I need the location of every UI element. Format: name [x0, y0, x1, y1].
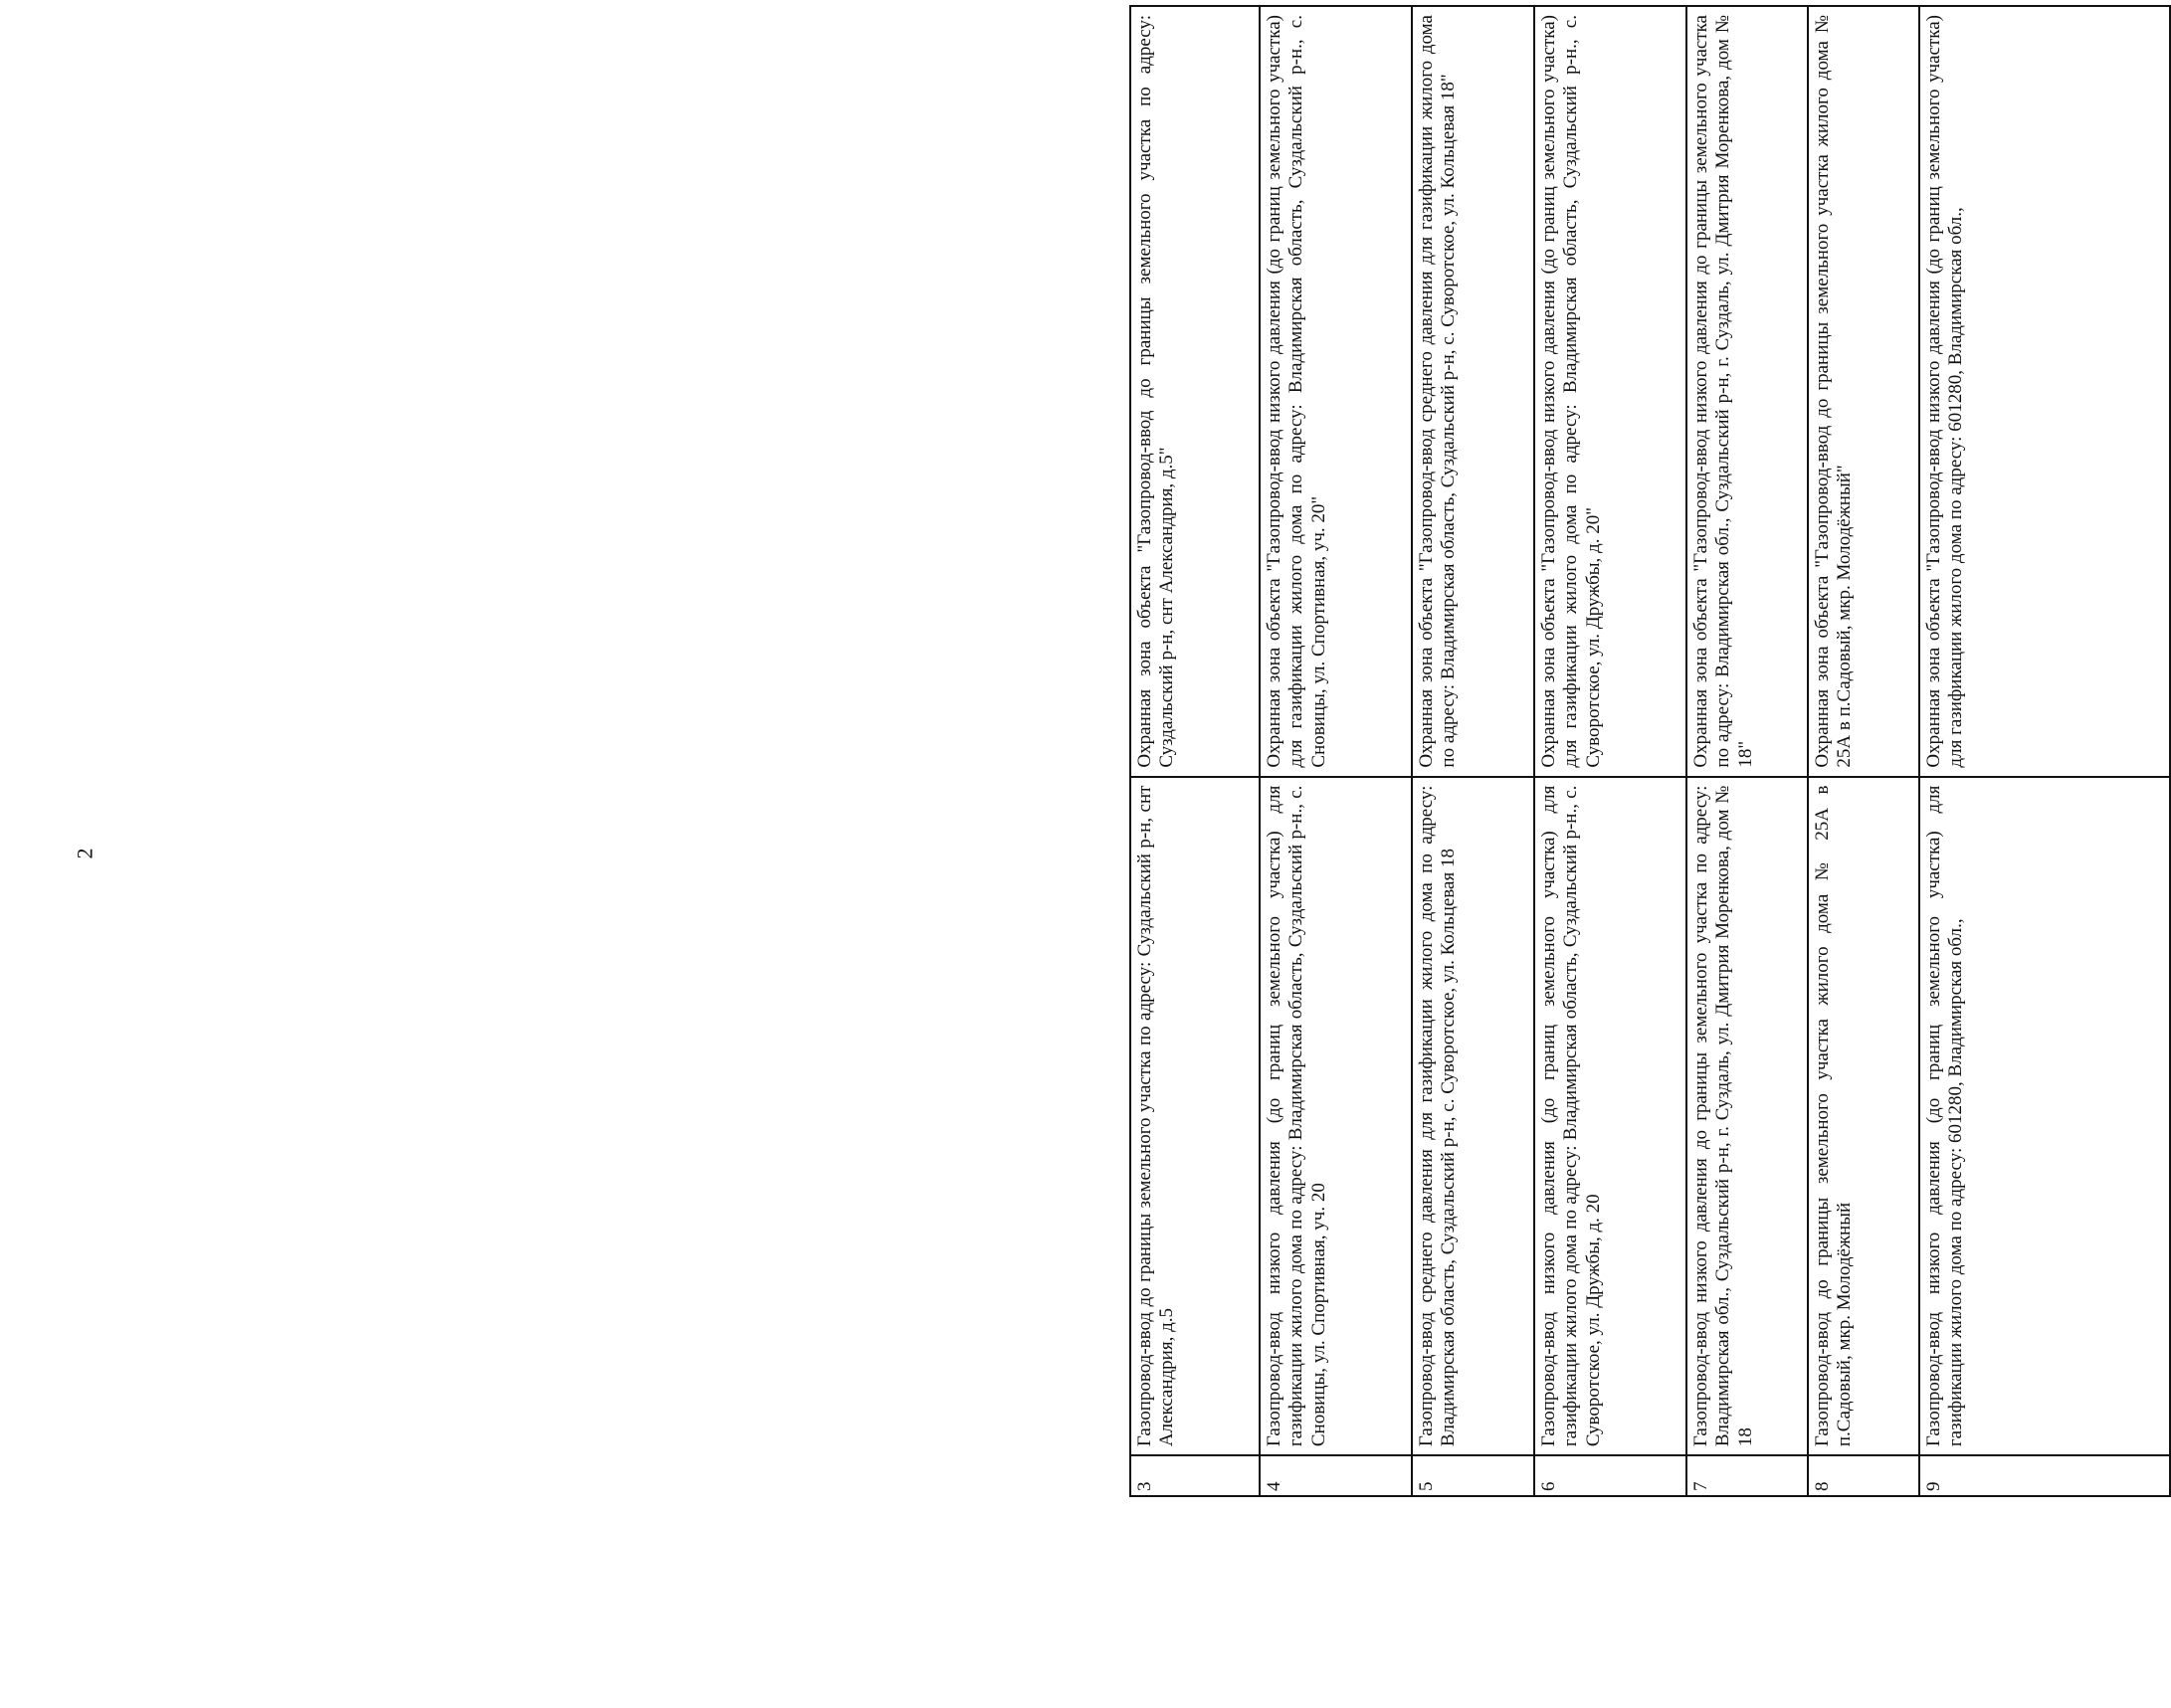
- row-number: 8: [1808, 1455, 1919, 1496]
- gas-pipeline-cell: Газопровод-ввод низкого давления (до границ земельного участка) для газификации жилого дома по адресу: Владимирская область, Суздальский р-н., с. Сновицы, ул. Спортивная, уч. 20: [1260, 777, 1412, 1456]
- gas-pipeline-cell: Газопровод-ввод низкого давления (до границ земельного участка) для газификации жилого дома по адресу: Владимирская область, Суздальский р-н., с. Суворотское, ул. Дружбы, д. 20: [1534, 777, 1686, 1456]
- row-number: 4: [1260, 1455, 1412, 1496]
- protection-zone-cell: Охранная зона объекта "Газопровод-ввод низкого давления (до границ земельного участка) для газификации жилого дома по адресу: Владимирская область, Суздальский р-н., с. Сновицы, ул. Спортивная, уч. 20": [1260, 6, 1412, 777]
- table-row: [1412, 6, 1534, 1496]
- rotated-table-wrapper: [1129, 5, 2169, 1497]
- protection-zone-cell: Охранная зона объекта "Газопровод-ввод среднего давления для газификации жилого дома по адресу: Владимирская область, Суздальский р-н, с. Суворотское, ул. Кольцевая 18": [1412, 6, 1534, 777]
- row-number: 9: [1919, 1455, 2170, 1496]
- row-number: 6: [1534, 1455, 1686, 1496]
- gas-pipeline-cell: Газопровод-ввод до границы земельного участка жилого дома № 25А в п.Садовый, мкр. Молодёжный: [1808, 777, 1919, 1456]
- row-number: 7: [1686, 1455, 1808, 1496]
- protection-zone-cell: Охранная зона объекта "Газопровод-ввод низкого давления (до границ земельного участка) для газификации жилого дома по адресу: 601280, Владимирская обл.,: [1919, 6, 2170, 777]
- table-row: [1686, 6, 1808, 1496]
- gas-pipeline-cell: Газопровод-ввод низкого давления (до границ земельного участка) для газификации жилого дома по адресу: 601280, Владимирская обл.,: [1919, 777, 2170, 1456]
- protection-zone-cell: Охранная зона объекта "Газопровод-ввод до границы земельного участка жилого дома № 25А в п.Садовый, мкр. Молодёжный": [1808, 6, 1919, 777]
- gas-pipeline-table: [1129, 5, 2171, 1497]
- table-row: [1130, 6, 1260, 1496]
- gas-pipeline-cell: Газопровод-ввод до границы земельного участка по адресу: Суздальский р-н, снт Александрия, д.5: [1130, 777, 1260, 1456]
- protection-zone-cell: Охранная зона объекта "Газопровод-ввод до границы земельного участка по адресу: Суздальский р-н, снт Александрия, д.5": [1130, 6, 1260, 777]
- page-number: 2: [72, 848, 98, 859]
- table-row: [1260, 6, 1412, 1496]
- gas-pipeline-cell: Газопровод-ввод низкого давления до границы земельного участка по адресу: Владимирская обл., Суздальский р-н, г. Суздаль, ул. Дмитрия Моренкова, дом № 18: [1686, 777, 1808, 1456]
- table-row: [1808, 6, 1919, 1496]
- gas-pipeline-cell: Газопровод-ввод среднего давления для газификации жилого дома по адресу: Владимирская область, Суздальский р-н, с. Суворотское, ул. Кольцевая 18: [1412, 777, 1534, 1456]
- row-number: 3: [1130, 1455, 1260, 1496]
- protection-zone-cell: Охранная зона объекта "Газопровод-ввод низкого давления до границы земельного участка по адресу: Владимирская обл., Суздальский р-н, г. Суздаль, ул. Дмитрия Моренкова, дом № 18": [1686, 6, 1808, 777]
- table-row: [1534, 6, 1686, 1496]
- protection-zone-cell: Охранная зона объекта "Газопровод-ввод низкого давления (до границ земельного участка) для газификации жилого дома по адресу: Владимирская область, Суздальский р-н., с. Суворотское, ул. Дружбы, д. 20": [1534, 6, 1686, 777]
- table-row: [1919, 6, 2170, 1496]
- row-number: 5: [1412, 1455, 1534, 1496]
